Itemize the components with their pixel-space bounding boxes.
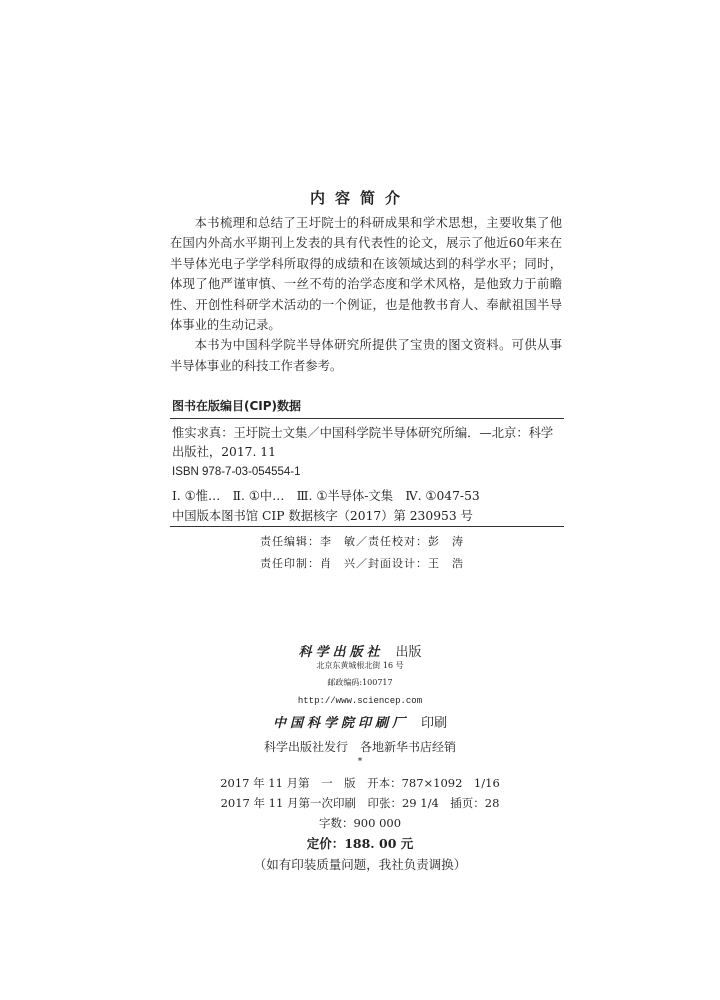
- intro-paragraph: 本书为中国科学院半导体研究所提供了宝贵的图文资料。可供从事半导体事业的科技工作者参考。: [170, 338, 562, 373]
- printer-name: 中国科学院印刷厂: [272, 716, 409, 731]
- printer-line: [0, 712, 720, 731]
- cip-heading: 图书在版编目(CIP)数据: [172, 399, 302, 413]
- edition-line-2: 2017 年 11 月第一次印刷 印张：29 1/4 插页：28: [220, 796, 500, 810]
- intro-paragraph: 本书梳理和总结了王圩院士的科研成果和学术思想，主要收集了他在国内外高水平期刊上发表的具有代表性的论文，展示了他近60年来在半导体光电子学学科所取得的成绩和在该领域达到的科学水平；同时，体现了他严谨审慎、一丝不苟的治学态度和学术风格，是他致力于前瞻性、开创性科研学术活动的一个例证，也是他教书育人、奉献祖国半导体事业的生动记录。: [170, 216, 562, 333]
- cip-title-line: 惟实求真：王圩院士文集／中国科学院半导体研究所编．—北京：科学出版社，2017. 11: [172, 426, 554, 459]
- cip-core-data: 中国版本图书馆 CIP 数据核字（2017）第 230953 号: [172, 509, 473, 523]
- separator-star: *: [357, 757, 363, 767]
- publisher-website: http://www.sciencep.com: [297, 696, 423, 706]
- credits-print-line: 责任印制：肖 兴／封面设计：王 浩: [260, 557, 464, 570]
- word-count: 字数：900 000: [318, 816, 402, 830]
- publisher-suffix: 出版: [395, 645, 422, 660]
- credits-editor-line: 责任编辑：李 敏／责任校对：彭 涛: [260, 535, 464, 548]
- quality-notice: （如有印装质量问题，我社负责调换）: [253, 857, 467, 872]
- cip-classification: Ⅰ. ①惟… Ⅱ. ①中… Ⅲ. ①半导体-文集 Ⅳ. ①047-53: [172, 489, 480, 503]
- publisher-zip: 邮政编码:100717: [327, 678, 393, 687]
- distribution-line: 科学出版社发行 各地新华书店经销: [263, 740, 456, 754]
- edition-line-1: 2017 年 11 月第 一 版 开本：787×1092 1/16: [220, 776, 500, 790]
- publisher-line: [0, 641, 720, 660]
- intro-body: [170, 213, 562, 376]
- printer-suffix: 印刷: [421, 716, 448, 731]
- isbn: ISBN 978-7-03-054554-1: [172, 466, 301, 478]
- cip-top-rule: [170, 418, 564, 419]
- publisher-name: 科学出版社: [298, 645, 384, 660]
- intro-title: 内容简介: [309, 189, 410, 207]
- cip-bottom-rule: [170, 526, 564, 527]
- publisher-address: 北京东黄城根北街 16 号: [316, 661, 404, 670]
- price: 定价：188. 00 元: [306, 836, 414, 851]
